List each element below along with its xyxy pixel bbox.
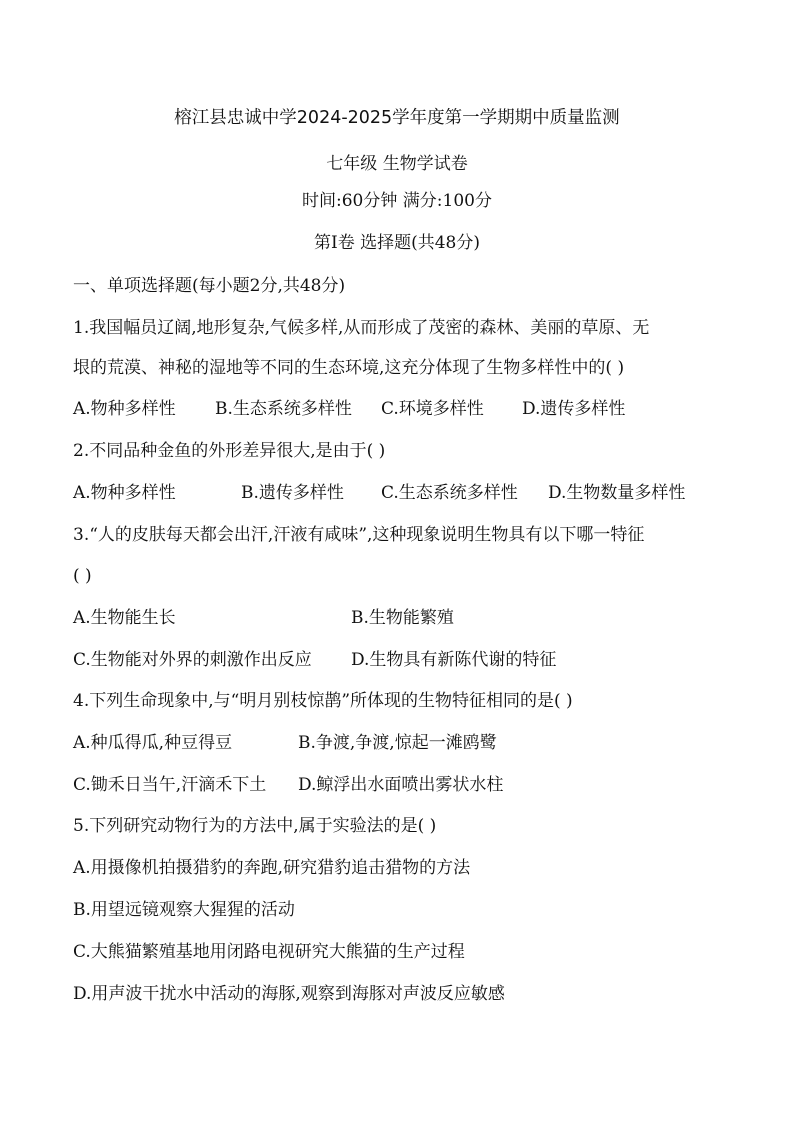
question-stem-cont: ( ) [73,566,92,586]
option-d: D.生物具有新陈代谢的特征 [351,650,557,670]
option-a: A.用摄像机拍摄猎豹的奔跑,研究猎豹追击猎物的方法 [73,858,471,878]
question-stem-cont: 垠的荒漠、神秘的湿地等不同的生态环境,这充分体现了生物多样性中的( ) [73,358,625,378]
subject-line: 七年级 生物学试卷 [326,154,468,174]
option-b: B.生物能繁殖 [351,608,454,628]
option-d: D.用声波干扰水中活动的海豚,观察到海豚对声波反应敏感 [73,984,505,1004]
question-stem: 1.我国幅员辽阔,地形复杂,气候多样,从而形成了茂密的森林、美丽的草原、无 [73,318,650,338]
option-b: B.生态系统多样性 [215,399,352,419]
option-d: D.鲸浮出水面喷出雾状水柱 [298,775,504,795]
option-c: C.大熊猫繁殖基地用闭路电视研究大熊猫的生产过程 [73,942,465,962]
option-a: A.种瓜得瓜,种豆得豆 [73,733,233,753]
volume-heading: 第Ⅰ卷 选择题(共48分) [313,233,480,253]
option-d: D.遗传多样性 [522,399,626,419]
question-stem: 5.下列研究动物行为的方法中,属于实验法的是( ) [73,816,437,836]
section-heading: 一、单项选择题(每小题2分,共48分) [73,276,346,296]
option-c: C.生态系统多样性 [381,483,518,503]
option-c: C.环境多样性 [381,399,484,419]
option-b: B.争渡,争渡,惊起一滩鸥鹭 [298,733,497,753]
option-c: C.锄禾日当午,汗滴禾下土 [73,775,267,795]
option-b: B.用望远镜观察大猩猩的活动 [73,900,295,920]
question-stem: 2.不同品种金鱼的外形差异很大,是由于( ) [73,441,386,461]
option-a: A.生物能生长 [73,608,176,628]
option-c: C.生物能对外界的刺激作出反应 [73,650,312,670]
question-stem: 3.“人的皮肤每天都会出汗,汗液有咸味”,这种现象说明生物具有以下哪一特征 [73,525,645,545]
option-d: D.生物数量多样性 [548,483,686,503]
option-a: A.物种多样性 [73,399,176,419]
option-b: B.遗传多样性 [241,483,344,503]
option-a: A.物种多样性 [73,483,176,503]
time-score-line: 时间:60分钟 满分:100分 [302,191,492,211]
exam-title: 榕江县忠诚中学2024-2025学年度第一学期期中质量监测 [174,108,620,128]
question-stem: 4.下列生命现象中,与“明月别枝惊鹊”所体现的生物特征相同的是( ) [73,691,573,711]
